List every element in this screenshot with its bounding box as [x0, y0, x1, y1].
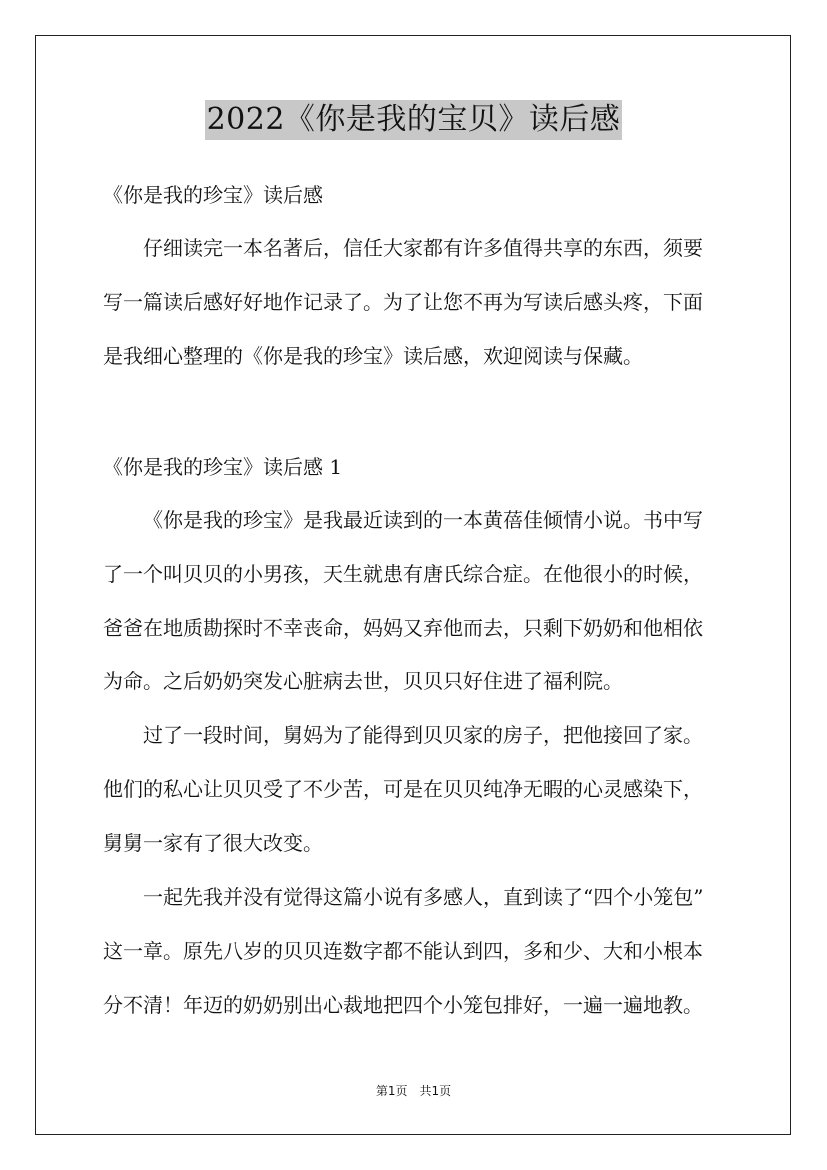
subtitle: 《你是我的珍宝》读后感 — [103, 183, 323, 207]
para1-line-3: 爸爸在地质勘探时不幸丧命，妈妈又弃他而去，只剩下奶奶和他相依 — [103, 616, 703, 640]
intro-line-2: 写一篇读后感好好地作记录了。为了让您不再为写读后感头疼，下面 — [103, 290, 703, 314]
document-title: 2022《你是我的宝贝》读后感 — [205, 100, 623, 140]
section-heading: 《你是我的珍宝》读后感 1 — [103, 455, 343, 479]
para1-line-4: 为命。之后奶奶突发心脏病去世，贝贝只好住进了福利院。 — [103, 669, 623, 693]
intro-line-1: 仔细读完一本名著后，信任大家都有许多值得共享的东西，须要 — [143, 236, 703, 260]
title-container — [0, 100, 827, 140]
para3-line-3: 分不清！年迈的奶奶别出心裁地把四个小笼包排好，一遍一遍地教。 — [103, 993, 703, 1017]
para2-line-3: 舅舅一家有了很大改变。 — [103, 831, 323, 855]
para1-line-1: 《你是我的珍宝》是我最近读到的一本黄蓓佳倾情小说。书中写 — [143, 508, 703, 532]
para3-line-2: 这一章。原先八岁的贝贝连数字都不能认到四，多和少、大和小根本 — [103, 939, 703, 963]
para2-line-1: 过了一段时间，舅妈为了能得到贝贝家的房子，把他接回了家。 — [143, 723, 703, 747]
intro-line-3: 是我细心整理的《你是我的珍宝》读后感，欢迎阅读与保藏。 — [103, 344, 643, 368]
para1-line-2: 了一个叫贝贝的小男孩，天生就患有唐氏综合症。在他很小的时候， — [103, 562, 703, 586]
para2-line-2: 他们的私心让贝贝受了不少苦，可是在贝贝纯净无暇的心灵感染下， — [103, 777, 703, 801]
page-footer — [0, 1082, 827, 1100]
para3-line-1: 一起先我并没有觉得这篇小说有多感人，直到读了“四个小笼包” — [143, 885, 704, 909]
page-total: 共1页 — [419, 1084, 452, 1098]
page-number: 第1页 — [375, 1084, 408, 1098]
